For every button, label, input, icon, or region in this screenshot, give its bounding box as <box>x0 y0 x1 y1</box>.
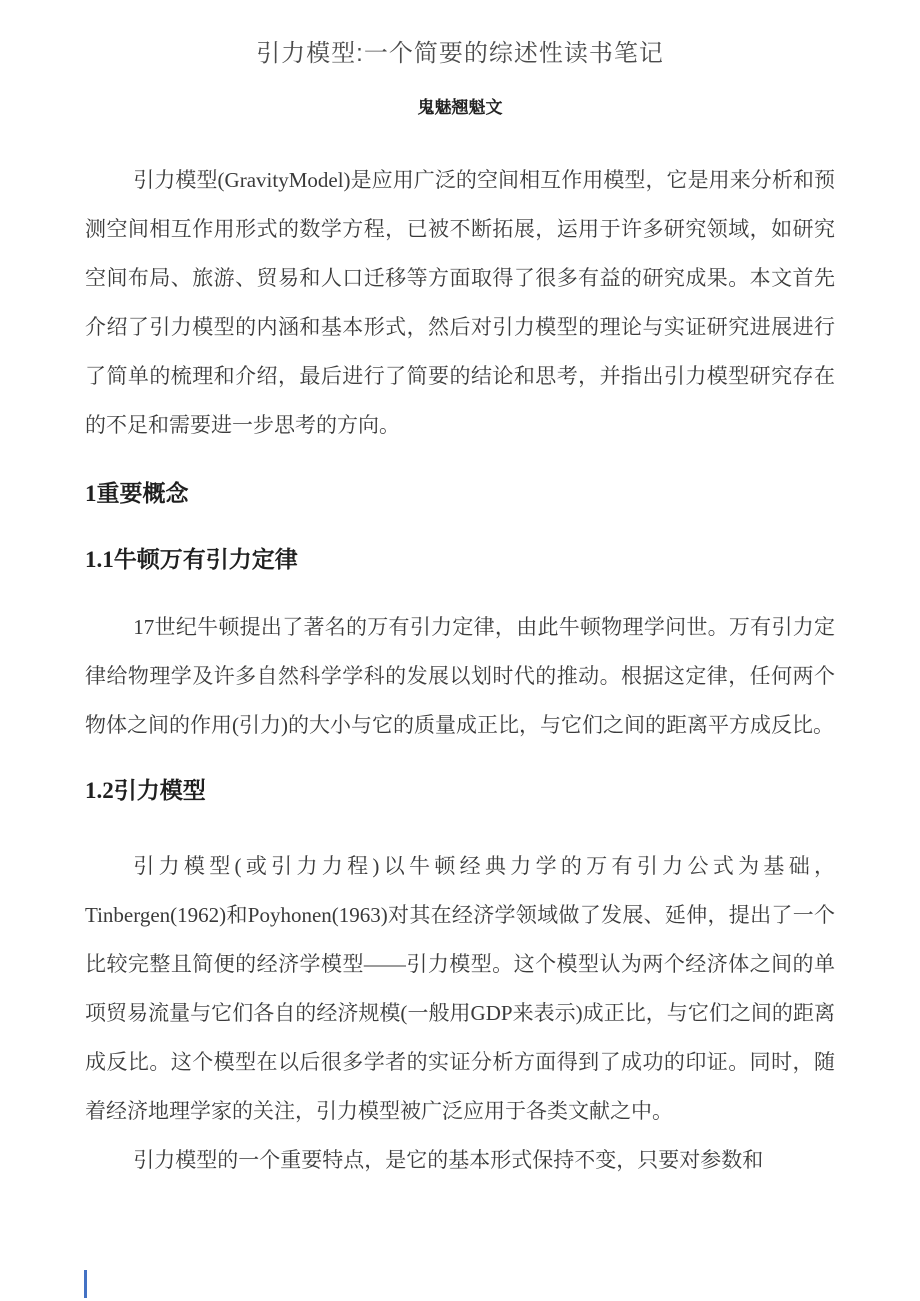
heading-newton-law-text: 牛顿万有引力定律 <box>113 546 298 572</box>
document-title: 引力模型:一个简要的综述性读书笔记 <box>256 40 664 67</box>
paragraph-newton-law: 17世纪牛顿提出了著名的万有引力定律，由此牛顿物理学问世。万有引力定律给物理学及许多自然科学学科的发展以划时代的推动。根据这定律，任何两个物体之间的作用(引力)的大小与它的质量成正比，与它们之间的距离平方成反比。 <box>85 615 835 737</box>
heading-gravity-model-number: 1.2 <box>85 778 114 803</box>
heading-gravity-model-text: 引力模型 <box>113 777 206 803</box>
document-content <box>0 38 920 1185</box>
heading-gravity-model <box>85 775 835 806</box>
heading-newton-law <box>85 544 835 575</box>
heading-newton-law-number: 1.1 <box>85 547 114 572</box>
paragraph-gravity-model: 引力模型(或引力力程)以牛顿经典力学的万有引力公式为基础，Tinbergen(1962)和Poyhonen(1963)对其在经济学领域做了发展、延伸，提出了一个比较完整且简便的经济学模型——引力模型。这个模型认为两个经济体之间的单项贸易流量与它们各自的经济规模(一般用GDP来表示)成正比，与它们之间的距离成反比。这个模型在以后很多学者的实证分析方面得到了成功的印证。同时，随着经济地理学家的关注，引力模型被广泛应用于各类文献之中。 <box>85 854 835 1123</box>
text-cursor <box>84 1270 87 1298</box>
heading-concepts-text: 重要概念 <box>96 480 189 506</box>
heading-concepts-number: 1 <box>85 481 97 506</box>
heading-concepts <box>85 478 835 509</box>
document-author: 鬼魅翘魁文 <box>417 98 503 117</box>
paragraph-feature-partial: 引力模型的一个重要特点，是它的基本形式保持不变，只要对参数和 <box>133 1148 764 1172</box>
paragraph-intro: 引力模型(GravityModel)是应用广泛的空间相互作用模型，它是用来分析和预测空间相互作用形式的数学方程，已被不断拓展，运用于许多研究领域，如研究空间布局、旅游、贸易和人口迁移等方面取得了很多有益的研究成果。本文首先介绍了引力模型的内涵和基本形式，然后对引力模型的理论与实证研究进展进行了简单的梳理和介绍，最后进行了简要的结论和思考，并指出引力模型研究存在的不足和需要进一步思考的方向。 <box>85 168 835 437</box>
